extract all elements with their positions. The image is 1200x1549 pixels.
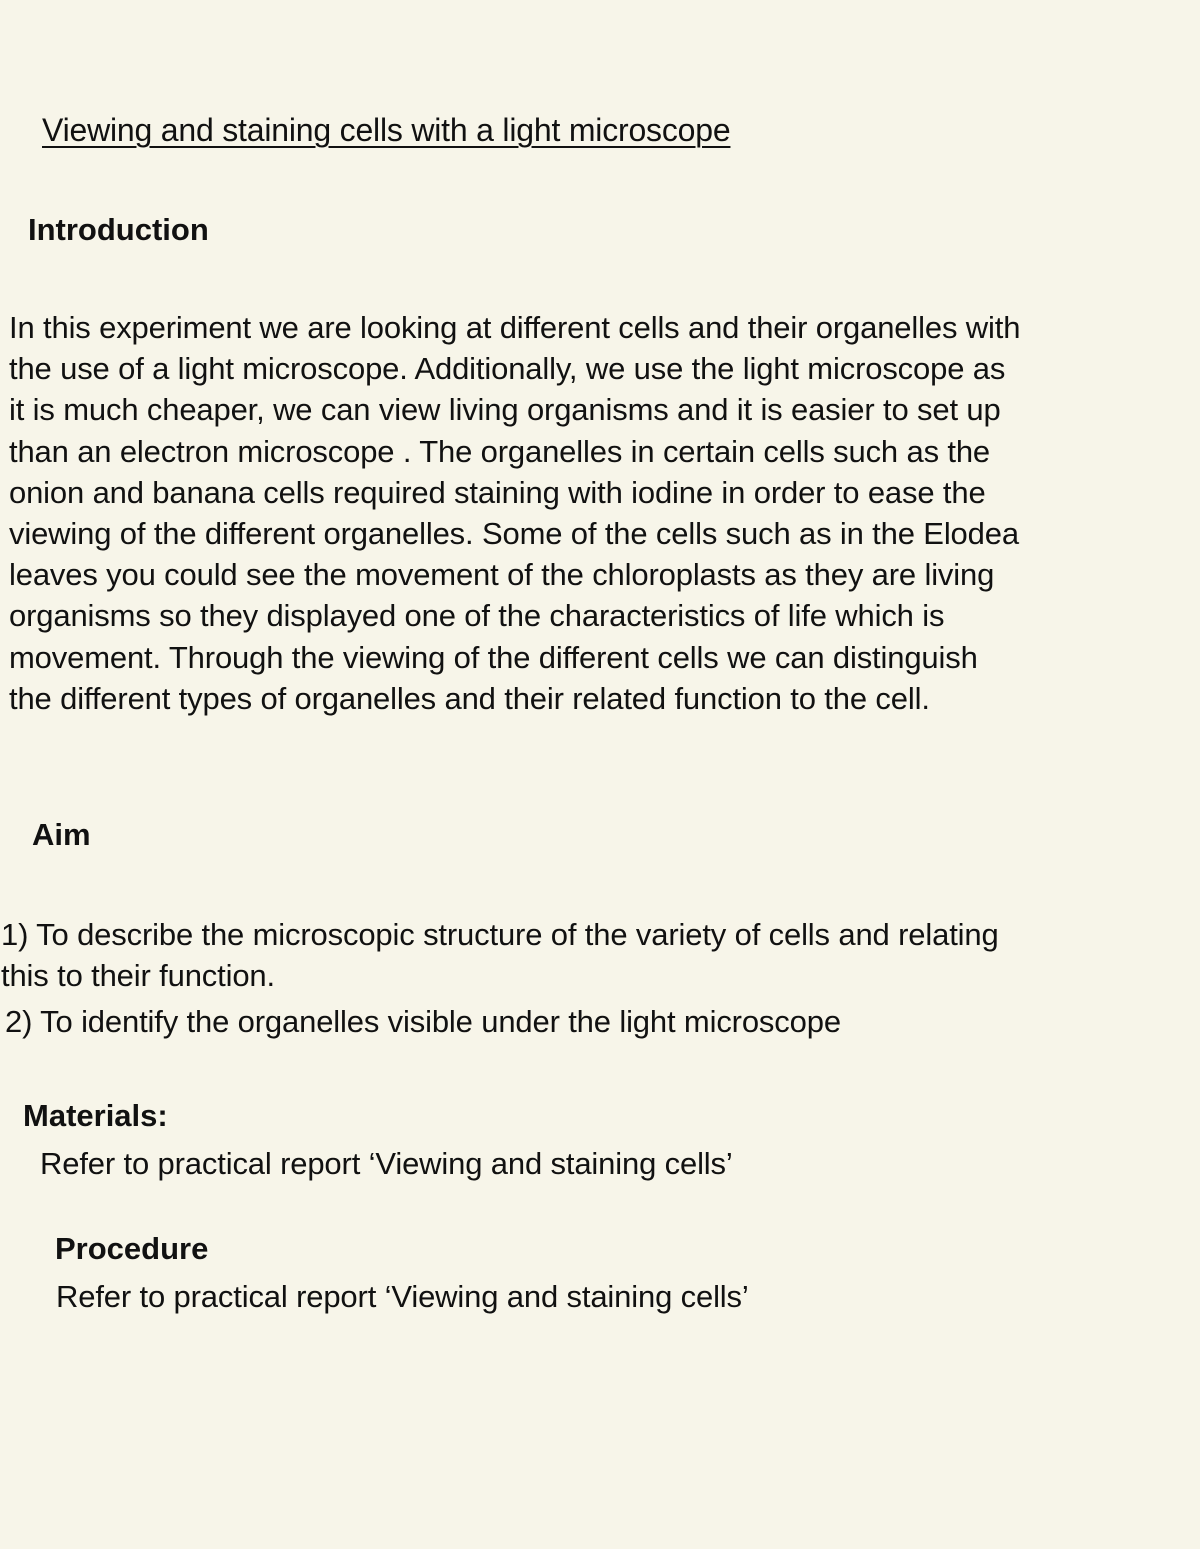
- materials-text: Refer to practical report ‘Viewing and staining cells’: [40, 1146, 733, 1181]
- aim-heading: Aim: [32, 817, 91, 852]
- aim-item-1-continuation: this to their function.: [1, 958, 275, 993]
- introduction-line: onion and banana cells required staining with iodine in order to ease the: [9, 474, 986, 510]
- introduction-line: than an electron microscope . The organelles in certain cells such as the: [9, 433, 991, 469]
- introduction-line: In this experiment we are looking at different cells and their organelles with: [9, 310, 1021, 345]
- introduction-line: viewing of the different organelles. Some of the cells such as in the Elodea: [9, 516, 1019, 552]
- procedure-heading: Procedure: [55, 1231, 209, 1266]
- introduction-line: movement. Through the viewing of the different cells we can distinguish: [9, 639, 978, 675]
- introduction-line: leaves you could see the movement of the chloroplasts as they are living: [9, 557, 995, 593]
- introduction-heading: Introduction: [28, 212, 209, 247]
- aim-item-1: 1) To describe the microscopic structure of the variety of cells and relating: [1, 917, 999, 952]
- introduction-line: the use of a light microscope. Additionally, we use the light microscope as: [9, 351, 1006, 387]
- introduction-line: the different types of organelles and their related function to the cell.: [9, 680, 930, 716]
- materials-heading: Materials:: [23, 1098, 168, 1133]
- aim-item-2: 2) To identify the organelles visible under the light microscope: [5, 1004, 841, 1039]
- document-title: Viewing and staining cells with a light microscope: [42, 112, 731, 148]
- procedure-text: Refer to practical report ‘Viewing and staining cells’: [56, 1279, 749, 1314]
- introduction-line: organisms so they displayed one of the characteristics of life which is: [9, 598, 945, 634]
- introduction-line: it is much cheaper, we can view living organisms and it is easier to set up: [9, 392, 1001, 428]
- introduction-paragraph: [9, 307, 1020, 719]
